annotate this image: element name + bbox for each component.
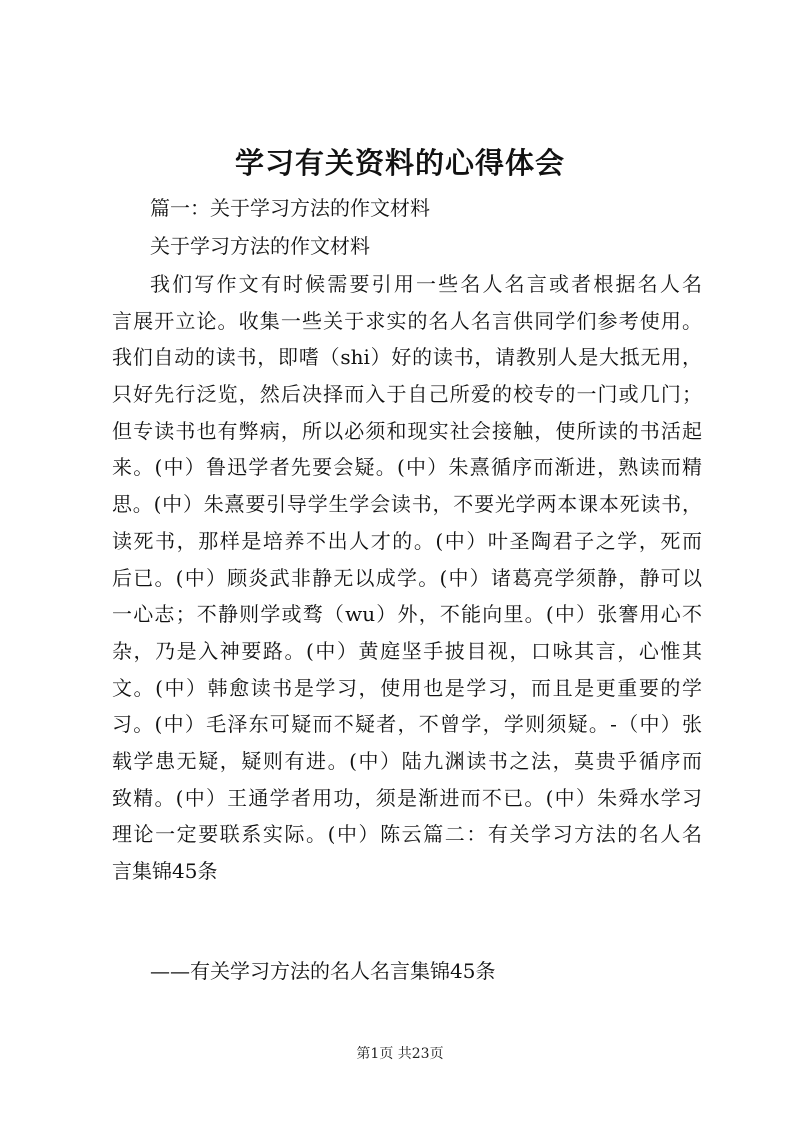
- section-heading-1: 篇一：关于学习方法的作文材料: [150, 196, 430, 220]
- document-title: 学习有关资料的心得体会: [234, 146, 565, 180]
- body-line: 来。(中）鲁迅学者先要会疑。(中）朱熹循序而渐进，熟读而精: [112, 455, 702, 480]
- body-line: 杂，乃是入神要路。(中）黄庭坚手披目视，口咏其言，心惟其: [112, 638, 702, 663]
- body-line: 我们自动的读书，即嗜（shi）好的读书，请教别人是大抵无用，: [112, 345, 702, 370]
- sub-quote-line: ——有关学习方法的名人名言集锦45条: [150, 959, 496, 983]
- section-heading-2: 关于学习方法的作文材料: [150, 234, 370, 258]
- body-line: 只好先行泛览，然后决择而入于自己所爱的校专的一门或几门；: [112, 382, 702, 407]
- body-line: 思。(中）朱熹要引导学生学会读书，不要光学两本课本死读书，: [112, 492, 702, 517]
- body-line: 我们写作文有时候需要引用一些名人名言或者根据名人名: [150, 272, 702, 296]
- body-line: 文。(中）韩愈读书是学习，使用也是学习，而且是更重要的学: [112, 675, 702, 700]
- body-line: 读死书，那样是培养不出人才的。(中）叶圣陶君子之学，死而: [112, 528, 702, 553]
- body-line: 理论一定要联系实际。(中）陈云篇二：有关学习方法的名人名: [112, 822, 702, 847]
- body-line: 言展开立论。收集一些关于求实的名人名言供同学们参考使用。: [112, 308, 702, 333]
- page-footer: 第1页 共23页: [356, 1046, 444, 1062]
- body-line: 言集锦45条: [112, 859, 218, 883]
- body-line: 但专读书也有弊病，所以必须和现实社会接触，使所读的书活起: [112, 418, 702, 443]
- body-line: 后已。(中）顾炎武非静无以成学。(中）诸葛亮学须静，静可以: [112, 565, 702, 590]
- body-line: 载学患无疑，疑则有进。(中）陆九渊读书之法，莫贵乎循序而: [112, 748, 702, 773]
- body-line: 一心志；不静则学或骛（wu）外，不能向里。(中）张謇用心不: [112, 602, 702, 627]
- body-paragraph: [112, 266, 702, 890]
- body-line: 习。(中）毛泽东可疑而不疑者，不曾学，学则须疑。-（中）张: [112, 712, 702, 737]
- body-line: 致精。(中）王通学者用功，须是渐进而不已。(中）朱舜水学习: [112, 785, 702, 810]
